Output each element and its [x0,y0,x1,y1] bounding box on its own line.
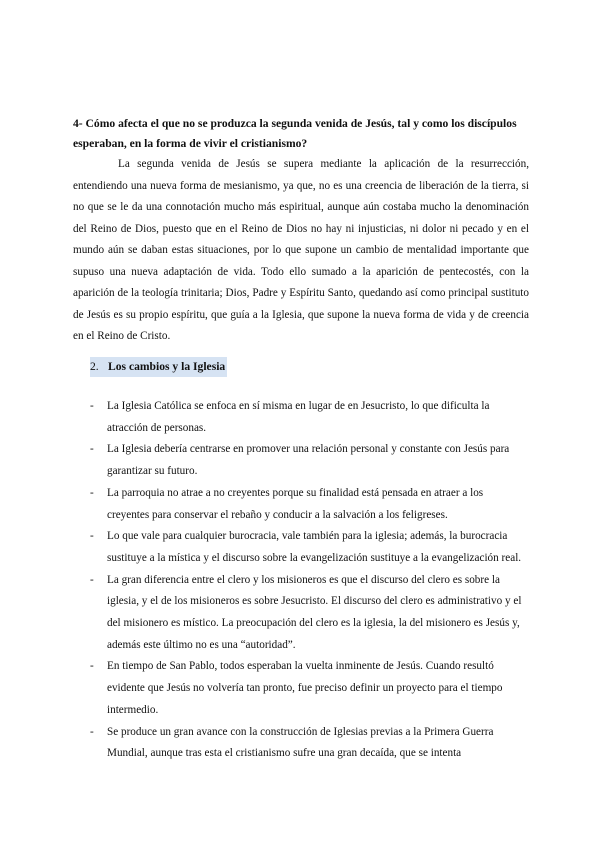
bullet-dash: - [90,486,94,499]
question-heading: 4- Cómo afecta el que no se produzca la segunda venida de Jesús, tal y como los discípulos esperaban, en la forma de vivir el cristianismo? [73,117,517,150]
section-heading [90,357,227,377]
list-item-text: En tiempo de San Pablo, todos esperaban la vuelta inminente de Jesús. Cuando resultó evidente que Jesús no volvería tan pronto, fue preciso definir un proyecto para el tiempo intermedio. [107,660,503,716]
list-item-text: La gran diferencia entre el clero y los misioneros es que el discurso del clero es sobre la iglesia, y el de los misioneros es sobre Jesucristo. El discurso del clero es administrativo y el del misionero es místico. La preocupación del clero es la iglesia, la del misionero es Jesús y, además este último no es una “autoridad”. [107,573,522,651]
list-item-text: La Iglesia Católica se enfoca en sí misma en lugar de en Jesucristo, lo que dificulta la atracción de personas. [107,400,490,434]
list-item-text: Se produce un gran avance con la construcción de Iglesias previas a la Primera Guerra Mundial, aunque tras esta el cristianismo sufre una gran decaída, que se intenta [107,725,494,760]
list-item-text: La parroquia no atrae a no creyentes porque su finalidad está pensada en atraer a los creyentes para conservar el rebaño y conducir a la salvación a los feligreses. [107,486,484,521]
bullet-dash: - [90,573,94,586]
list-item [90,483,526,526]
section-title: Los cambios y la Iglesia [108,360,226,373]
list-item [90,570,526,657]
list-item-text: Lo que vale para cualquier burocracia, vale también para la iglesia; además, la burocracia sustituye a la mística y el discurso sobre la evangelización sustituye a la evangelización real. [107,530,522,564]
list-item [90,526,526,569]
bullet-dash: - [90,725,94,738]
bullet-dash: - [90,400,94,412]
list-item [90,722,526,765]
list-item [90,396,526,439]
bullet-list [90,396,526,765]
list-item [90,656,526,721]
bullet-dash: - [90,530,94,543]
list-item-text: La Iglesia debería centrarse en promover una relación personal y constante con Jesús para garantizar su futuro. [107,443,510,478]
bullet-dash: - [90,660,94,673]
bullet-dash: - [90,443,94,456]
section-number: 2. [90,360,99,373]
list-item [90,439,526,482]
answer-paragraph: La segunda venida de Jesús se supera mediante la aplicación de la resurrección, entendiendo una nueva forma de mesianismo, ya que, no es una creencia de liberación de la tierra, si no que se le da una connotación mucho más espiritual, aunque aún costaba mucho la denominación del Reino de Dios, puesto que en el Reino de Dios no hay ni injusticias, ni dolor ni pecado y en el mundo aún se daban estas situaciones, por lo que supone un cambio de mentalidad importante que supuso una nueva adaptación de vida. Todo ello sumado a la aparición de pentecostés, con la aparición de la teología trinitaria; Dios, Padre y Espíritu Santo, quedando así como principal sustituto de Jesús es su propio espíritu, que guía a la Iglesia, que supone la nueva forma de vida y de creencia en el Reino de Cristo. [73,158,529,342]
